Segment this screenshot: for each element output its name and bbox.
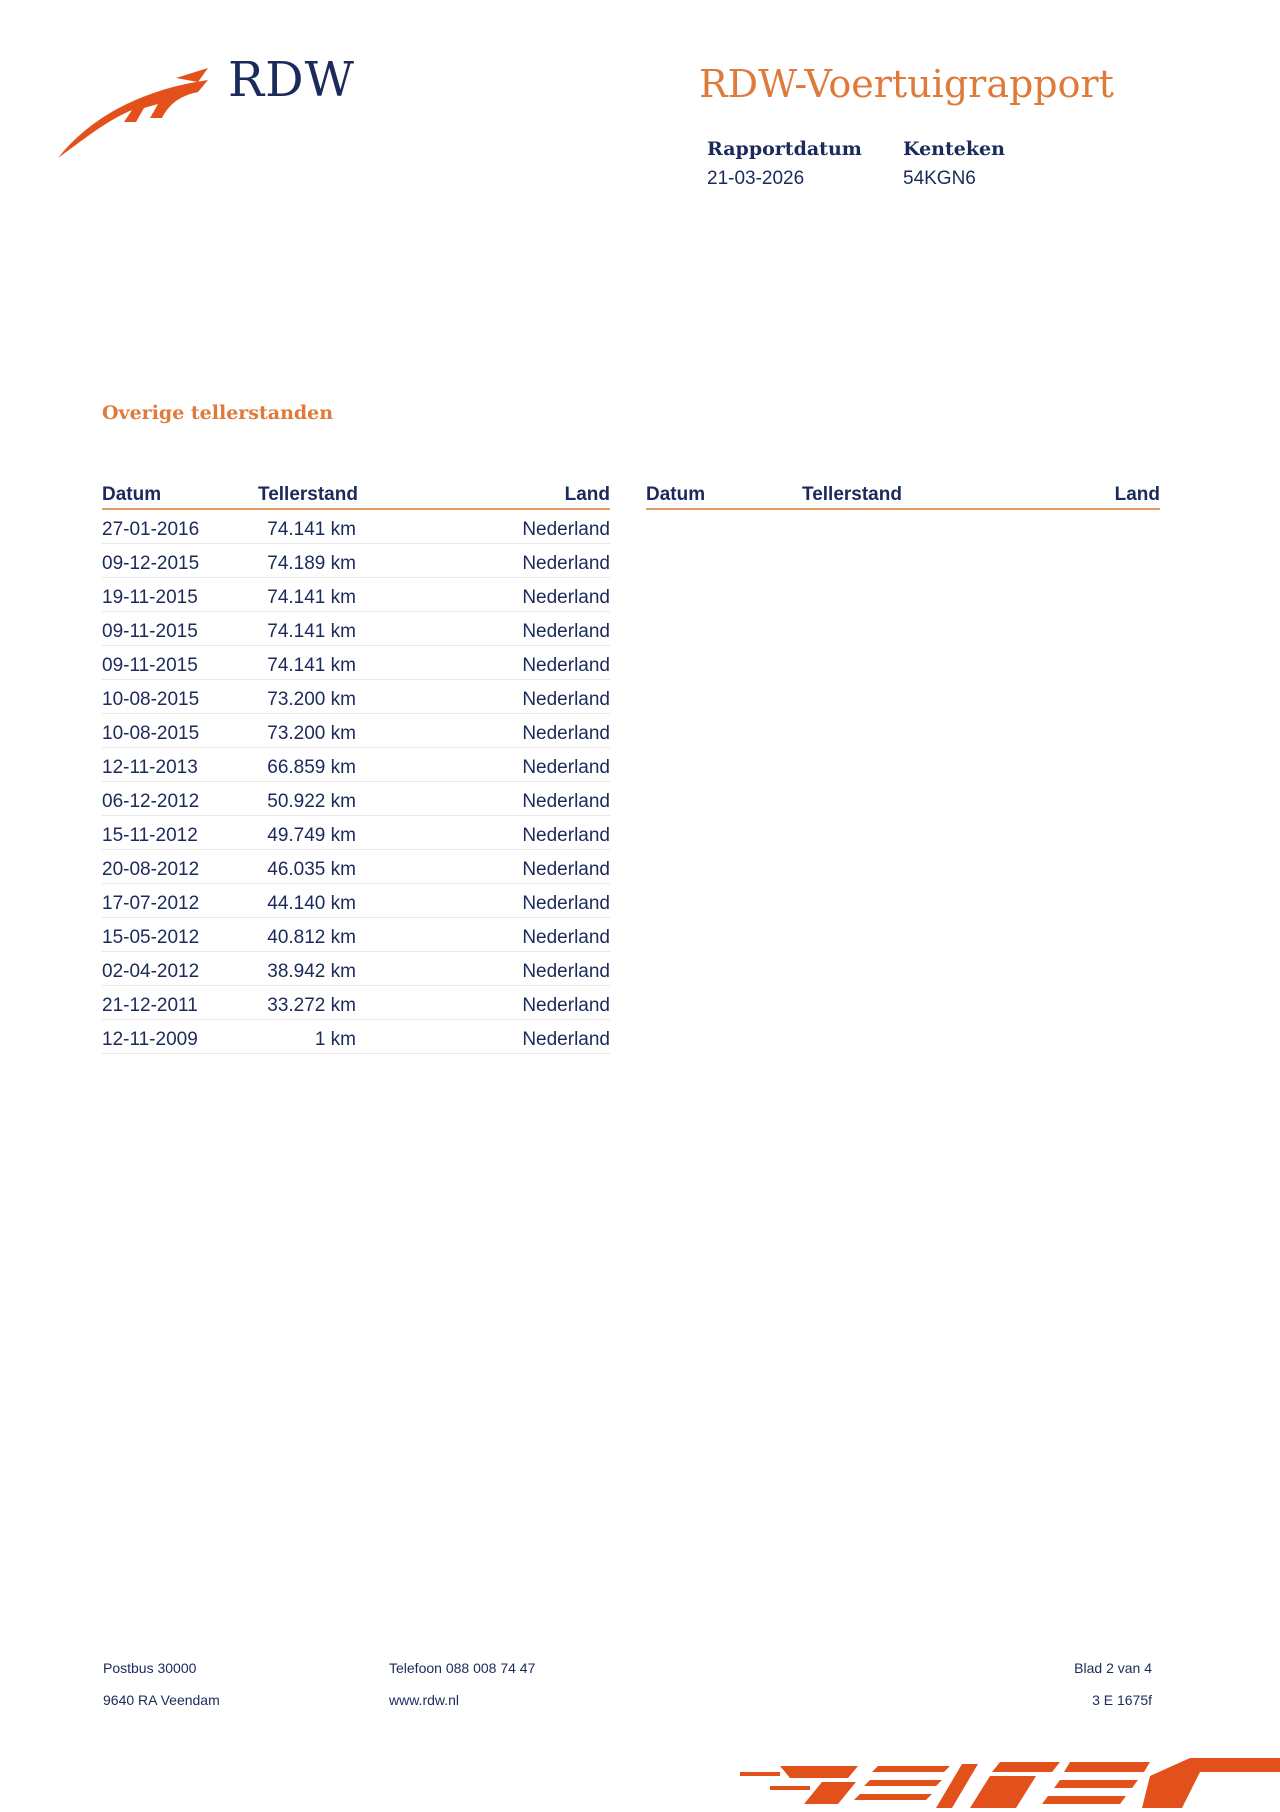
table-row bbox=[102, 782, 610, 816]
plate-block bbox=[903, 138, 1005, 190]
row-country: Nederland bbox=[522, 893, 610, 914]
table-row bbox=[102, 578, 610, 612]
table-row bbox=[102, 986, 610, 1020]
row-odometer: 50.922 km bbox=[267, 791, 356, 812]
row-country: Nederland bbox=[522, 621, 610, 642]
footer-page-number: Blad 2 van 4 bbox=[1074, 1660, 1152, 1676]
row-odometer: 74.141 km bbox=[267, 519, 356, 540]
row-odometer: 49.749 km bbox=[267, 825, 356, 846]
row-date: 12-11-2009 bbox=[102, 1029, 198, 1050]
column-header-odometer: Tellerstand bbox=[802, 484, 902, 505]
odometer-table-right bbox=[646, 482, 1160, 510]
row-country: Nederland bbox=[522, 655, 610, 676]
plate-label: Kenteken bbox=[903, 138, 1005, 160]
row-odometer: 74.141 km bbox=[267, 621, 356, 642]
row-odometer: 46.035 km bbox=[267, 859, 356, 880]
row-country: Nederland bbox=[522, 519, 610, 540]
row-country: Nederland bbox=[522, 995, 610, 1016]
row-country: Nederland bbox=[522, 1029, 610, 1050]
logo-text: RDW bbox=[228, 52, 355, 108]
row-date: 12-11-2013 bbox=[102, 757, 198, 778]
row-odometer: 33.272 km bbox=[267, 995, 356, 1016]
table-body bbox=[102, 510, 610, 1054]
row-date: 19-11-2015 bbox=[102, 587, 198, 608]
row-date: 10-08-2015 bbox=[102, 723, 200, 744]
footer-document-code: 3 E 1675f bbox=[1092, 1692, 1152, 1708]
table-row bbox=[102, 952, 610, 986]
row-country: Nederland bbox=[522, 859, 610, 880]
report-date-value: 21-03-2026 bbox=[707, 168, 805, 189]
row-odometer: 73.200 km bbox=[267, 723, 356, 744]
row-country: Nederland bbox=[522, 825, 610, 846]
footer-website[interactable]: www.rdw.nl bbox=[389, 1692, 460, 1708]
column-header-country: Land bbox=[1114, 484, 1160, 505]
table-row bbox=[102, 748, 610, 782]
rdw-logo-icon bbox=[58, 60, 218, 160]
table-row bbox=[102, 510, 610, 544]
table-row bbox=[102, 544, 610, 578]
section-title: Overige tellerstanden bbox=[102, 402, 334, 424]
row-date: 09-11-2015 bbox=[102, 655, 198, 676]
row-date: 17-07-2012 bbox=[102, 893, 200, 914]
table-header bbox=[646, 482, 1160, 510]
table-row bbox=[102, 816, 610, 850]
row-date: 09-11-2015 bbox=[102, 621, 198, 642]
row-country: Nederland bbox=[522, 689, 610, 710]
row-country: Nederland bbox=[522, 757, 610, 778]
footer-address-line2: 9640 RA Veendam bbox=[103, 1692, 220, 1708]
table-row bbox=[102, 680, 610, 714]
row-odometer: 44.140 km bbox=[267, 893, 356, 914]
row-date: 06-12-2012 bbox=[102, 791, 200, 812]
table-row bbox=[102, 884, 610, 918]
table-row bbox=[102, 1020, 610, 1054]
report-title: RDW-Voertuigrapport bbox=[699, 62, 1114, 106]
row-odometer: 74.141 km bbox=[267, 655, 356, 676]
row-date: 02-04-2012 bbox=[102, 961, 200, 982]
column-header-odometer: Tellerstand bbox=[258, 484, 358, 505]
row-odometer: 40.812 km bbox=[267, 927, 356, 948]
table-header bbox=[102, 482, 610, 510]
row-date: 21-12-2011 bbox=[102, 995, 198, 1016]
row-date: 27-01-2016 bbox=[102, 519, 200, 540]
row-country: Nederland bbox=[522, 723, 610, 744]
column-header-country: Land bbox=[564, 484, 610, 505]
row-odometer: 73.200 km bbox=[267, 689, 356, 710]
row-odometer: 66.859 km bbox=[267, 757, 356, 778]
plate-value: 54KGN6 bbox=[903, 168, 976, 189]
row-date: 15-11-2012 bbox=[102, 825, 198, 846]
report-date-block bbox=[707, 138, 862, 190]
row-odometer: 74.189 km bbox=[267, 553, 356, 574]
row-odometer: 74.141 km bbox=[267, 587, 356, 608]
footer-address-line1: Postbus 30000 bbox=[103, 1660, 197, 1676]
footer-phone: Telefoon 088 008 74 47 bbox=[389, 1660, 536, 1676]
row-date: 15-05-2012 bbox=[102, 927, 200, 948]
row-date: 20-08-2012 bbox=[102, 859, 200, 880]
table-row bbox=[102, 850, 610, 884]
row-country: Nederland bbox=[522, 791, 610, 812]
column-header-date: Datum bbox=[646, 484, 706, 505]
odometer-table-left bbox=[102, 482, 610, 1054]
table-row bbox=[102, 612, 610, 646]
row-date: 09-12-2015 bbox=[102, 553, 200, 574]
row-odometer: 38.942 km bbox=[267, 961, 356, 982]
row-date: 10-08-2015 bbox=[102, 689, 200, 710]
rdw-stripe-mark-icon bbox=[730, 1752, 1280, 1812]
row-country: Nederland bbox=[522, 927, 610, 948]
row-odometer: 1 km bbox=[314, 1029, 356, 1050]
row-country: Nederland bbox=[522, 587, 610, 608]
report-date-label: Rapportdatum bbox=[707, 138, 862, 160]
table-row bbox=[102, 646, 610, 680]
column-header-date: Datum bbox=[102, 484, 162, 505]
table-row bbox=[102, 714, 610, 748]
row-country: Nederland bbox=[522, 961, 610, 982]
row-country: Nederland bbox=[522, 553, 610, 574]
table-row bbox=[102, 918, 610, 952]
